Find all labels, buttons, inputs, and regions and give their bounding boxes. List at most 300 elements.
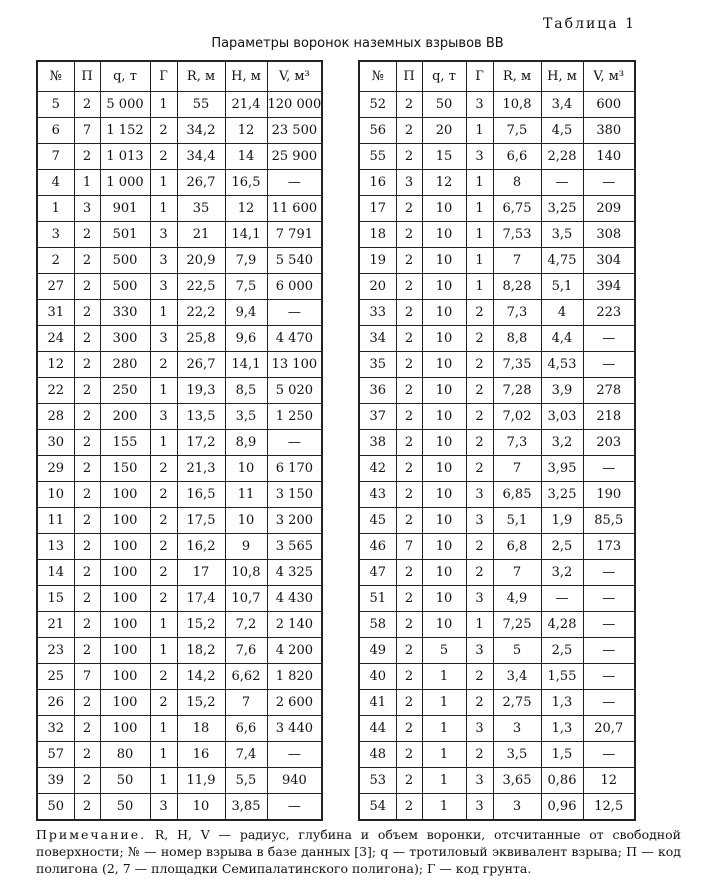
table-cell: — — [583, 170, 635, 196]
table-cell: 6 000 — [267, 274, 322, 300]
table-cell: 10 — [422, 404, 466, 430]
table-row — [37, 352, 322, 378]
table-cell: — — [267, 794, 322, 821]
table-cell: 12 — [583, 768, 635, 794]
table-cell: 2 — [74, 690, 100, 716]
table-cell: 2 — [150, 664, 177, 690]
table-cell: 17 — [177, 560, 225, 586]
table-cell: — — [583, 690, 635, 716]
data-table-right — [358, 60, 636, 821]
table-cell: 19,3 — [177, 378, 225, 404]
table-row — [359, 638, 635, 664]
table-cell: 7,3 — [493, 300, 541, 326]
table-cell: 1,3 — [541, 690, 583, 716]
table-cell: 56 — [359, 118, 396, 144]
table-row — [359, 170, 635, 196]
table-cell: 2 — [396, 144, 422, 170]
table-cell: 2 — [396, 586, 422, 612]
table-cell: 203 — [583, 430, 635, 456]
table-cell: 3,95 — [541, 456, 583, 482]
table-cell: 1 — [150, 612, 177, 638]
table-cell: 2 — [396, 716, 422, 742]
table-cell: 200 — [100, 404, 150, 430]
column-header: q, т — [100, 61, 150, 92]
table-cell: 5 — [37, 92, 74, 118]
table-cell: 10,7 — [225, 586, 267, 612]
table-cell: 3 — [37, 222, 74, 248]
table-cell: 3 — [150, 794, 177, 821]
table-cell: — — [267, 430, 322, 456]
table-cell: 1 — [422, 664, 466, 690]
table-cell: 190 — [583, 482, 635, 508]
table-row — [37, 560, 322, 586]
table-cell: 8 — [493, 170, 541, 196]
column-header: V, м³ — [267, 61, 322, 92]
table-cell: 6,85 — [493, 482, 541, 508]
table-cell: 7 — [37, 144, 74, 170]
table-cell: 11 — [225, 482, 267, 508]
table-cell: 2 — [74, 378, 100, 404]
table-cell: 14,1 — [225, 352, 267, 378]
table-cell: 4 200 — [267, 638, 322, 664]
table-cell: 3 — [150, 222, 177, 248]
table-cell: 5,5 — [225, 768, 267, 794]
table-row — [37, 664, 322, 690]
table-cell: 8,28 — [493, 274, 541, 300]
table-cell: 5,1 — [493, 508, 541, 534]
table-cell: 3 200 — [267, 508, 322, 534]
table-cell: 4,75 — [541, 248, 583, 274]
table-cell: 10 — [225, 508, 267, 534]
table-cell: 0,96 — [541, 794, 583, 821]
table-row — [37, 586, 322, 612]
table-cell: 2 — [150, 482, 177, 508]
table-cell: 21,4 — [225, 92, 267, 118]
table-cell: 14 — [37, 560, 74, 586]
table-cell: 1 — [466, 274, 493, 300]
table-cell: — — [583, 638, 635, 664]
table-cell: 2 — [396, 326, 422, 352]
table-cell: 1 — [422, 716, 466, 742]
table-row — [37, 274, 322, 300]
table-cell: 3,5 — [493, 742, 541, 768]
table-cell: 22 — [37, 378, 74, 404]
table-row — [37, 222, 322, 248]
table-cell: 7 — [396, 534, 422, 560]
table-cell: 10 — [422, 248, 466, 274]
table-cell: 16 — [177, 742, 225, 768]
table-row — [359, 248, 635, 274]
table-cell: 3,25 — [541, 482, 583, 508]
table-cell: 2 — [74, 352, 100, 378]
table-cell: 32 — [37, 716, 74, 742]
table-cell: 43 — [359, 482, 396, 508]
table-cell: 3,65 — [493, 768, 541, 794]
table-cell: 6,75 — [493, 196, 541, 222]
table-cell: 300 — [100, 326, 150, 352]
table-row — [359, 300, 635, 326]
table-row — [359, 716, 635, 742]
table-cell: 18,2 — [177, 638, 225, 664]
table-cell: 100 — [100, 638, 150, 664]
table-cell: 20,9 — [177, 248, 225, 274]
table-cell: 100 — [100, 716, 150, 742]
table-cell: 50 — [100, 768, 150, 794]
table-cell: 5 — [493, 638, 541, 664]
table-cell: 2 — [74, 144, 100, 170]
table-row — [37, 508, 322, 534]
table-cell: 1 — [466, 118, 493, 144]
table-cell: 7,4 — [225, 742, 267, 768]
table-row — [359, 378, 635, 404]
table-cell: 11 — [37, 508, 74, 534]
table-cell: 100 — [100, 482, 150, 508]
table-cell: 57 — [37, 742, 74, 768]
table-row — [359, 482, 635, 508]
table-cell: 3,4 — [541, 92, 583, 118]
table-row — [37, 326, 322, 352]
table-cell: 9 — [225, 534, 267, 560]
table-cell: 36 — [359, 378, 396, 404]
table-cell: 10,8 — [225, 560, 267, 586]
table-cell: 51 — [359, 586, 396, 612]
table-cell: 2 600 — [267, 690, 322, 716]
table-cell: 2 — [396, 690, 422, 716]
table-cell: 34,2 — [177, 118, 225, 144]
table-cell: 2 — [396, 118, 422, 144]
table-cell: 19 — [359, 248, 396, 274]
table-cell: 21,3 — [177, 456, 225, 482]
table-cell: 100 — [100, 508, 150, 534]
table-cell: 23 — [37, 638, 74, 664]
table-cell: 17,4 — [177, 586, 225, 612]
table-cell: 10 — [422, 586, 466, 612]
table-cell: 7,5 — [225, 274, 267, 300]
table-cell: 3 — [493, 716, 541, 742]
table-cell: 52 — [359, 92, 396, 118]
table-row — [359, 768, 635, 794]
table-cell: 20 — [422, 118, 466, 144]
table-cell: 2 — [150, 144, 177, 170]
table-cell: 2 — [74, 404, 100, 430]
table-cell: 55 — [359, 144, 396, 170]
table-cell: 2 — [466, 352, 493, 378]
table-cell: 4,28 — [541, 612, 583, 638]
table-cell: 3 — [466, 794, 493, 821]
table-cell: 218 — [583, 404, 635, 430]
table-cell: 53 — [359, 768, 396, 794]
table-cell: 10 — [225, 456, 267, 482]
table-cell: 28 — [37, 404, 74, 430]
column-header: q, т — [422, 61, 466, 92]
table-cell: 2 — [74, 222, 100, 248]
table-cell: 1 — [466, 248, 493, 274]
table-cell: 10 — [422, 508, 466, 534]
table-cell: 4,9 — [493, 586, 541, 612]
table-cell: 38 — [359, 430, 396, 456]
table-cell: 21 — [177, 222, 225, 248]
table-cell: 2 — [150, 690, 177, 716]
table-cell: 4 430 — [267, 586, 322, 612]
table-row — [37, 248, 322, 274]
table-cell: 2 — [74, 768, 100, 794]
column-header: Г — [150, 61, 177, 92]
table-cell: 1 — [422, 742, 466, 768]
table-cell: 15 — [422, 144, 466, 170]
table-cell: 2 — [396, 222, 422, 248]
table-cell: 2 — [74, 92, 100, 118]
table-cell: 2 — [466, 534, 493, 560]
table-row — [37, 378, 322, 404]
table-cell: 10 — [37, 482, 74, 508]
table-cell: 2 — [150, 456, 177, 482]
table-cell: 4 — [541, 300, 583, 326]
table-row — [359, 794, 635, 821]
table-cell: 16 — [359, 170, 396, 196]
table-row — [359, 430, 635, 456]
table-cell: 155 — [100, 430, 150, 456]
table-cell: 2 — [74, 560, 100, 586]
note-label: Примечание. — [36, 827, 147, 842]
table-cell: 12,5 — [583, 794, 635, 821]
table-cell: 1 — [422, 768, 466, 794]
table-cell: 2 — [150, 352, 177, 378]
table-cell: 100 — [100, 586, 150, 612]
table-cell: 3 — [493, 794, 541, 821]
table-cell: 3 — [74, 196, 100, 222]
table-cell: — — [541, 170, 583, 196]
table-cell: 1 — [150, 300, 177, 326]
table-cell: 37 — [359, 404, 396, 430]
table-cell: 1 — [150, 196, 177, 222]
table-cell: 48 — [359, 742, 396, 768]
table-cell: 5 000 — [100, 92, 150, 118]
table-row — [359, 560, 635, 586]
table-cell: 2 — [396, 560, 422, 586]
table-cell: 1,5 — [541, 742, 583, 768]
table-cell: 2 — [396, 794, 422, 821]
table-row — [37, 300, 322, 326]
table-cell: 2 — [74, 326, 100, 352]
table-cell: 1 — [150, 638, 177, 664]
table-cell: 1 — [150, 92, 177, 118]
table-cell: 10 — [422, 378, 466, 404]
table-cell: 2 — [466, 456, 493, 482]
table-cell: 2 140 — [267, 612, 322, 638]
table-cell: — — [583, 456, 635, 482]
table-row — [37, 482, 322, 508]
table-row — [359, 508, 635, 534]
table-cell: 10,8 — [493, 92, 541, 118]
table-cell: 10 — [422, 326, 466, 352]
table-cell: 58 — [359, 612, 396, 638]
table-row — [359, 742, 635, 768]
table-row — [359, 118, 635, 144]
table-cell: 15,2 — [177, 612, 225, 638]
table-cell: — — [267, 742, 322, 768]
table-cell: 1 — [466, 170, 493, 196]
table-cell: 3 — [466, 144, 493, 170]
table-cell: 330 — [100, 300, 150, 326]
table-cell: 2 — [150, 586, 177, 612]
table-cell: 7 — [74, 118, 100, 144]
table-row — [37, 430, 322, 456]
table-cell: 2 — [74, 300, 100, 326]
table-cell: 34 — [359, 326, 396, 352]
table-cell: 17,2 — [177, 430, 225, 456]
table-cell: 13 100 — [267, 352, 322, 378]
table-cell: 2 — [396, 508, 422, 534]
table-cell: 18 — [359, 222, 396, 248]
table-cell: 7,6 — [225, 638, 267, 664]
table-cell: 14,2 — [177, 664, 225, 690]
table-cell: 1 — [150, 742, 177, 768]
table-cell: 49 — [359, 638, 396, 664]
table-cell: 25 900 — [267, 144, 322, 170]
table-cell: 1 152 — [100, 118, 150, 144]
table-cell: 15 — [37, 586, 74, 612]
table-cell: — — [583, 560, 635, 586]
table-cell: 12 — [225, 196, 267, 222]
table-cell: 24 — [37, 326, 74, 352]
table-cell: 3 — [466, 586, 493, 612]
table-cell: 41 — [359, 690, 396, 716]
table-cell: 80 — [100, 742, 150, 768]
table-row — [359, 326, 635, 352]
table-row — [359, 690, 635, 716]
table-cell: 2 — [74, 586, 100, 612]
table-cell: 120 000 — [267, 92, 322, 118]
table-cell: 100 — [100, 612, 150, 638]
table-row — [37, 768, 322, 794]
table-cell: 1 — [150, 768, 177, 794]
table-cell: 7 — [493, 248, 541, 274]
table-cell: 3,2 — [541, 430, 583, 456]
table-cell: 2 — [74, 274, 100, 300]
table-cell: 50 — [422, 92, 466, 118]
table-cell: 2 — [396, 664, 422, 690]
table-cell: 10 — [422, 274, 466, 300]
table-cell: 7,2 — [225, 612, 267, 638]
table-cell: 600 — [583, 92, 635, 118]
table-cell: 27 — [37, 274, 74, 300]
table-row — [37, 170, 322, 196]
table-cell: 31 — [37, 300, 74, 326]
table-cell: 6 170 — [267, 456, 322, 482]
table-cell: 23 500 — [267, 118, 322, 144]
table-cell: — — [267, 170, 322, 196]
table-cell: 35 — [359, 352, 396, 378]
table-cell: — — [583, 326, 635, 352]
table-row — [359, 404, 635, 430]
table-row — [359, 612, 635, 638]
table-row — [37, 456, 322, 482]
table-cell: 2 — [466, 430, 493, 456]
table-cell: 223 — [583, 300, 635, 326]
table-cell: 2 — [466, 404, 493, 430]
table-cell: 5 540 — [267, 248, 322, 274]
table-cell: — — [267, 300, 322, 326]
table-cell: 3 — [150, 326, 177, 352]
table-cell: 3 — [466, 508, 493, 534]
table-cell: 13,5 — [177, 404, 225, 430]
table-cell: 394 — [583, 274, 635, 300]
table-cell: 18 — [177, 716, 225, 742]
table-cell: 2 — [396, 92, 422, 118]
table-cell: 2 — [150, 508, 177, 534]
table-cell: 209 — [583, 196, 635, 222]
column-header: П — [74, 61, 100, 92]
table-cell: 3,5 — [541, 222, 583, 248]
table-cell: 2 — [466, 742, 493, 768]
table-cell: 304 — [583, 248, 635, 274]
table-cell: 2 — [396, 612, 422, 638]
table-cell: 2 — [74, 248, 100, 274]
table-cell: 7,35 — [493, 352, 541, 378]
table-row — [359, 352, 635, 378]
table-cell: 278 — [583, 378, 635, 404]
table-cell: 280 — [100, 352, 150, 378]
table-cell: 3 — [466, 716, 493, 742]
table-row — [37, 196, 322, 222]
table-cell: 2 — [396, 404, 422, 430]
column-header: R, м — [177, 61, 225, 92]
table-row — [359, 534, 635, 560]
table-cell: 10 — [422, 482, 466, 508]
table-cell: 45 — [359, 508, 396, 534]
table-cell: 10 — [422, 560, 466, 586]
table-cell: 2 — [150, 560, 177, 586]
table-cell: 2,5 — [541, 638, 583, 664]
table-cell: 2 — [466, 326, 493, 352]
table-cell: 17 — [359, 196, 396, 222]
table-cell: 6,6 — [225, 716, 267, 742]
table-row — [37, 612, 322, 638]
table-cell: 1 — [150, 170, 177, 196]
table-row — [359, 92, 635, 118]
table-cell: 7 — [225, 690, 267, 716]
table-cell: 2 — [74, 638, 100, 664]
table-cell: 1 000 — [100, 170, 150, 196]
table-cell: 22,5 — [177, 274, 225, 300]
table-cell: 2 — [466, 664, 493, 690]
table-cell: 2 — [396, 456, 422, 482]
table-cell: 7,9 — [225, 248, 267, 274]
table-cell: 2 — [150, 118, 177, 144]
table-cell: 6 — [37, 118, 74, 144]
table-cell: 34,4 — [177, 144, 225, 170]
table-cell: 1 — [37, 196, 74, 222]
table-cell: 26,7 — [177, 170, 225, 196]
table-cell: 12 — [422, 170, 466, 196]
table-note — [36, 826, 681, 877]
table-row — [359, 456, 635, 482]
table-cell: 20 — [359, 274, 396, 300]
table-cell: 85,5 — [583, 508, 635, 534]
table-cell: 39 — [37, 768, 74, 794]
table-cell: 1 — [466, 612, 493, 638]
table-cell: 2 — [396, 378, 422, 404]
table-cell: 29 — [37, 456, 74, 482]
table-cell: 44 — [359, 716, 396, 742]
table-cell: 2 — [396, 196, 422, 222]
table-cell: 100 — [100, 664, 150, 690]
table-cell: 10 — [422, 196, 466, 222]
table-cell: 42 — [359, 456, 396, 482]
table-row — [359, 586, 635, 612]
table-cell: 26 — [37, 690, 74, 716]
table-cell: 22,2 — [177, 300, 225, 326]
